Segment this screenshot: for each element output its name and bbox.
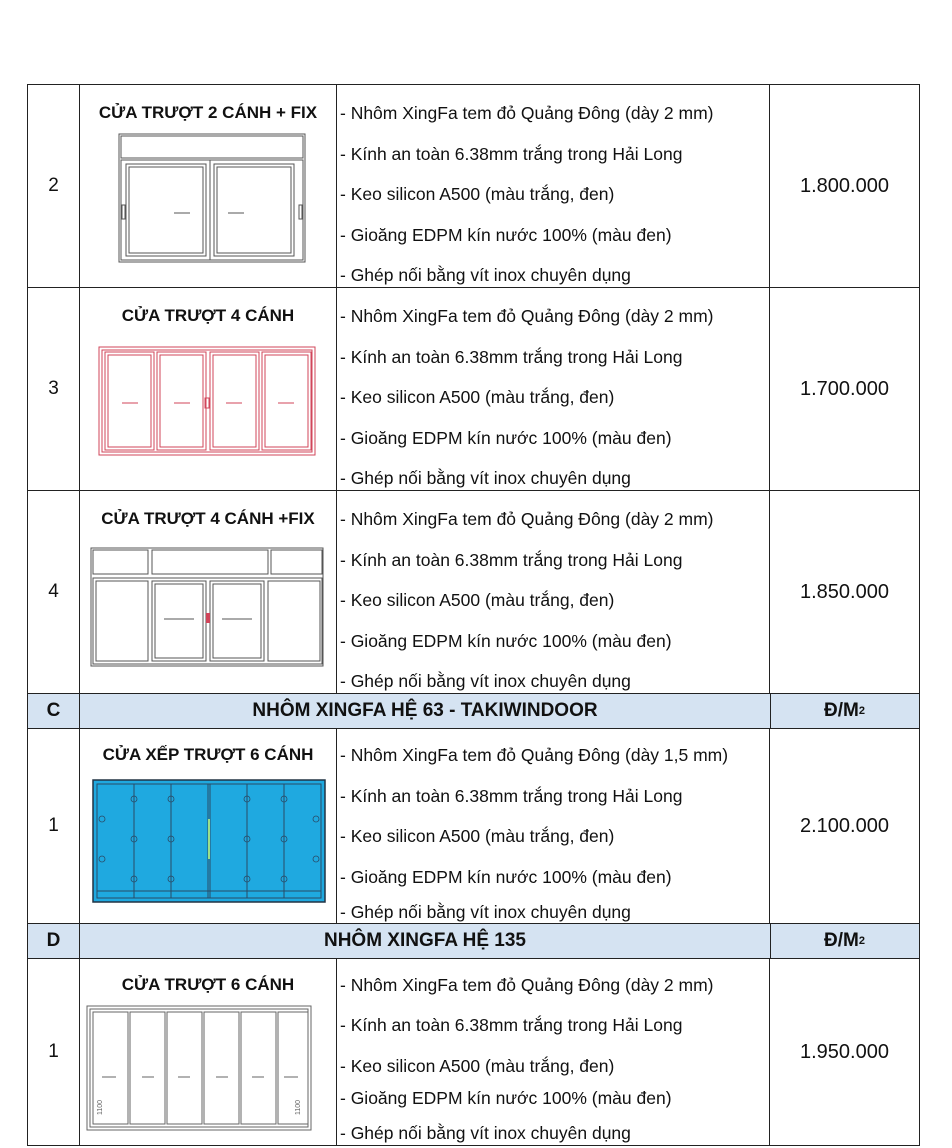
spec-line: - Kính an toàn 6.38mm trắng trong Hải Long	[340, 786, 683, 806]
dimension-label: 1100	[97, 1099, 104, 1115]
product-title: CỬA TRƯỢT 6 CÁNH	[121, 975, 295, 994]
spec-line: - Gioăng EDPM kín nước 100% (màu đen)	[340, 428, 672, 448]
spec-line: - Gioăng EDPM kín nước 100% (màu đen)	[340, 631, 672, 651]
spec-line: - Gioăng EDPM kín nước 100% (màu đen)	[340, 867, 672, 887]
spec-line: - Kính an toàn 6.38mm trắng trong Hải Long	[340, 347, 683, 367]
folding-6-panel-blue-icon	[92, 779, 326, 903]
row-number: 2	[28, 85, 80, 287]
section-title: NHÔM XINGFA HỆ 135	[80, 924, 771, 958]
spec-line: - Ghép nối bằng vít inox chuyên dụng	[340, 902, 631, 922]
unit-label: Đ/M 2	[824, 930, 865, 951]
price-table	[27, 84, 920, 1146]
spec-line: - Kính an toàn 6.38mm trắng trong Hải Long	[340, 144, 683, 164]
spec-line: - Kính an toàn 6.38mm trắng trong Hải Long	[340, 1015, 683, 1035]
spec-line: - Keo silicon A500 (màu trắng, đen)	[340, 184, 615, 204]
section-code: C	[28, 694, 80, 728]
sliding-4-panel-red-icon	[98, 346, 318, 458]
spec-cell	[337, 491, 770, 693]
spec-line: - Nhôm XingFa tem đỏ Quảng Đông (dày 2 mm)	[340, 103, 714, 123]
spec-line: - Keo silicon A500 (màu trắng, đen)	[340, 387, 615, 407]
product-title: CỬA XẾP TRƯỢT 6 CÁNH	[102, 745, 314, 764]
product-cell	[80, 491, 337, 693]
product-title: CỬA TRƯỢT 2 CÁNH + FIX	[98, 103, 318, 122]
spec-cell	[337, 729, 770, 923]
spec-line: - Gioăng EDPM kín nước 100% (màu đen)	[340, 1088, 672, 1108]
sliding-6-panel-icon	[86, 1005, 314, 1133]
row-number: 4	[28, 491, 80, 693]
price: 2.100.000	[800, 814, 889, 837]
row-number: 3	[28, 288, 80, 490]
row-number: 1	[28, 729, 80, 923]
spec-line: - Nhôm XingFa tem đỏ Quảng Đông (dày 2 mm)	[340, 975, 714, 995]
spec-line: - Keo silicon A500 (màu trắng, đen)	[340, 826, 615, 846]
spec-line: - Ghép nối bằng vít inox chuyên dụng	[340, 265, 631, 285]
table-row	[28, 959, 919, 1145]
product-title: CỬA TRƯỢT 4 CÁNH	[121, 306, 295, 325]
section-header	[28, 694, 919, 729]
price: 1.950.000	[800, 1040, 889, 1063]
spec-cell	[337, 959, 770, 1145]
spec-cell	[337, 288, 770, 490]
spec-line: - Ghép nối bằng vít inox chuyên dụng	[340, 468, 631, 488]
section-header	[28, 924, 919, 959]
table-row	[28, 85, 919, 288]
table-row	[28, 491, 919, 694]
spec-line: - Gioăng EDPM kín nước 100% (màu đen)	[340, 225, 672, 245]
price: 1.700.000	[800, 377, 889, 400]
table-row	[28, 729, 919, 924]
product-cell	[80, 729, 337, 923]
section-code: D	[28, 924, 80, 958]
price: 1.800.000	[800, 174, 889, 197]
spec-line: - Ghép nối bằng vít inox chuyên dụng	[340, 1123, 631, 1143]
spec-line: - Ghép nối bằng vít inox chuyên dụng	[340, 671, 631, 691]
spec-line: - Keo silicon A500 (màu trắng, đen)	[340, 1056, 615, 1076]
spec-cell	[337, 85, 770, 287]
spec-line: - Kính an toàn 6.38mm trắng trong Hải Long	[340, 550, 683, 570]
sliding-4-panel-fix-icon	[90, 547, 326, 669]
product-cell	[80, 85, 337, 287]
row-number: 1	[28, 959, 80, 1145]
unit-label: Đ/M 2	[824, 700, 865, 721]
spec-line: - Nhôm XingFa tem đỏ Quảng Đông (dày 1,5 mm)	[340, 745, 729, 765]
spec-line: - Keo silicon A500 (màu trắng, đen)	[340, 590, 615, 610]
sliding-2-panel-fix-icon	[118, 133, 308, 265]
spec-line: - Nhôm XingFa tem đỏ Quảng Đông (dày 2 mm)	[340, 306, 714, 326]
section-title: NHÔM XINGFA HỆ 63 - TAKIWINDOOR	[80, 694, 771, 728]
product-title: CỬA TRƯỢT 4 CÁNH +FIX	[101, 509, 315, 528]
price: 1.850.000	[800, 580, 889, 603]
product-cell	[80, 288, 337, 490]
product-cell	[80, 959, 337, 1145]
spec-line: - Nhôm XingFa tem đỏ Quảng Đông (dày 2 mm)	[340, 509, 714, 529]
dimension-label: 1100	[295, 1099, 302, 1115]
table-row	[28, 288, 919, 491]
